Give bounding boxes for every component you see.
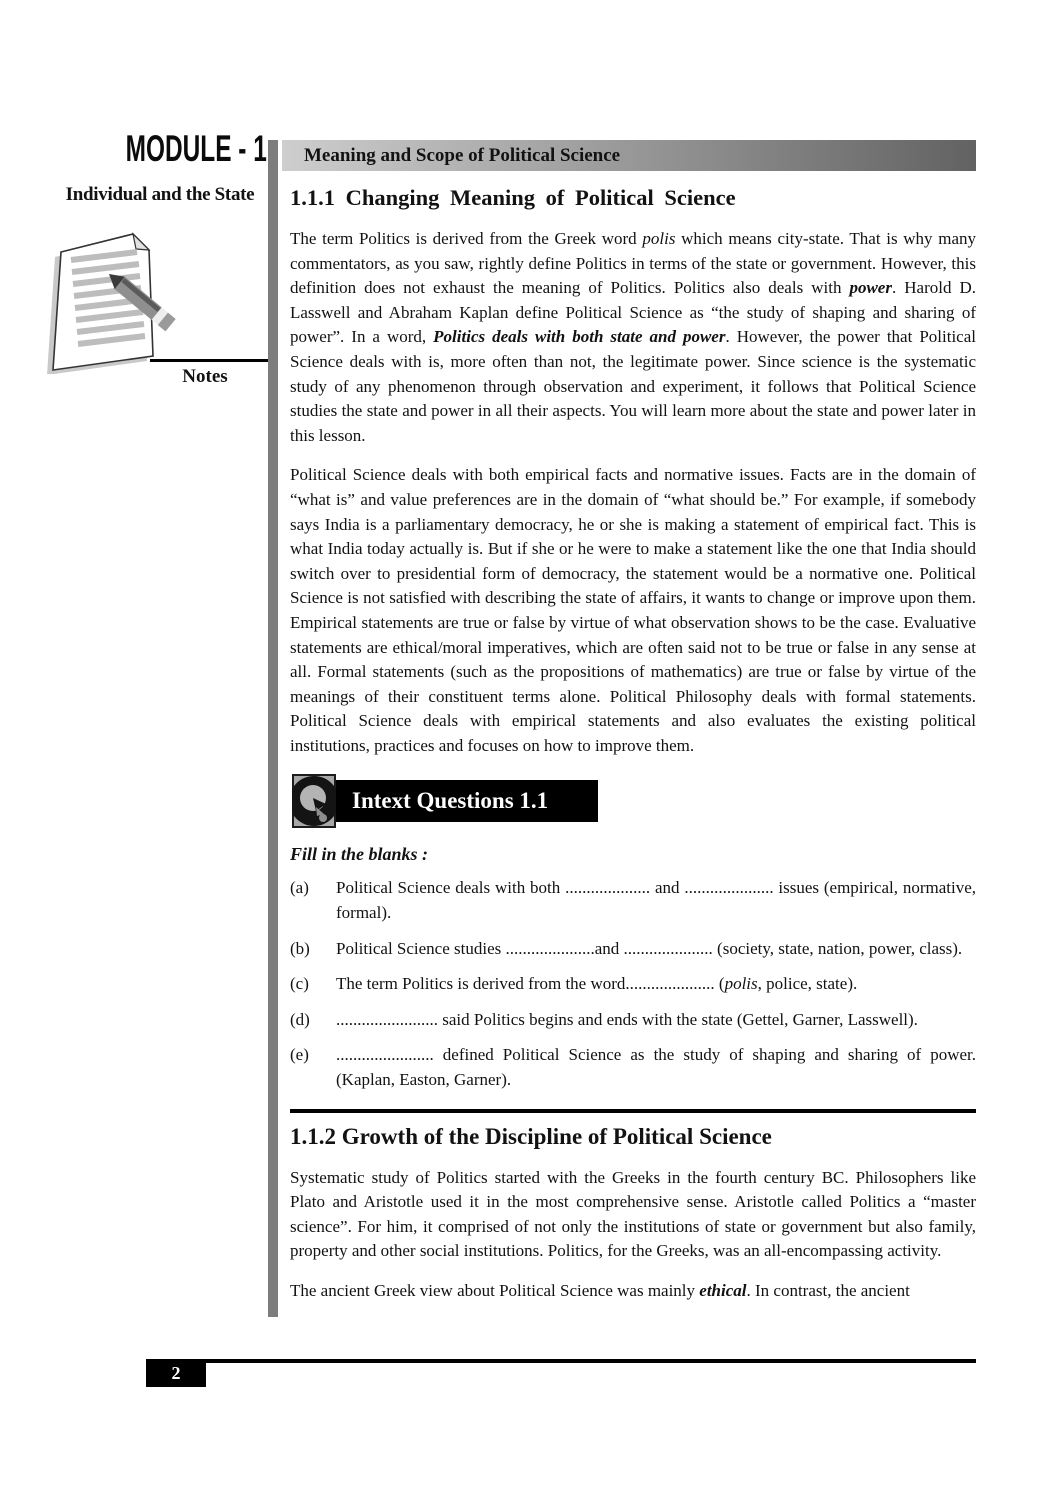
section-heading-1-1-2: 1.1.2 Growth of the Discipline of Political Science (290, 1123, 772, 1149)
section-heading-1-1-1: 1.1.1 Changing Meaning of Political Science (290, 185, 736, 210)
module-title: MODULE - 1 (125, 128, 267, 169)
question-item-c (290, 972, 976, 997)
notes-divider-line (150, 359, 278, 362)
fill-in-the-blanks-label: Fill in the blanks : (290, 844, 429, 865)
item-label: (a) (290, 878, 309, 898)
item-label: (c) (290, 974, 309, 994)
question-item-d (290, 1008, 976, 1033)
main-content-column (290, 170, 976, 1304)
notes-label: Notes (182, 366, 228, 387)
item-label: (d) (290, 1009, 310, 1029)
item-text: ........................ said Politics begins and ends with the state (Gettel, Garner, Lasswell). (336, 1009, 918, 1029)
paragraph-4: The ancient Greek view about Political Science was mainly ethical. In contrast, the ancient (290, 1281, 910, 1300)
item-text: ....................... defined Political Science as the study of shaping and sharing of power. (Kaplan, Easton, Garner). (336, 1045, 976, 1090)
footer-rule (146, 1359, 976, 1363)
paragraph-1: The term Politics is derived from the Greek word polis which means city-state. That is why many commentators, as you saw, rightly define Politics in terms of the state or government. However, this definition does not exhaust the meaning of Politics. Politics also deals with power. Harold D. Lasswell and Abraham Kaplan define Political Science as “the study of shaping and sharing of power”. In a word, Politics deals with both state and power. However, the power that Political Science deals with is, more often than not, the legitimate power. Since science is the systematic study of any phenomenon through observation and experiment, it follows that Political Science studies the state and power in all their aspects. You will learn more about the state and power later in this lesson. (290, 229, 977, 445)
module-subtitle: Individual and the State (65, 184, 255, 205)
section-divider-rule (290, 1109, 976, 1113)
paragraph-3: Systematic study of Politics started with the Greeks in the fourth century BC. Philosophers like Plato and Aristotle used it in the most comprehensive sense. Aristotle called Politics a “master science”. For him, it comprised of not only the institutions of state or government but also family, property and other social institutions. Politics, for the Greeks, was an all-encompassing activity. (290, 1167, 976, 1261)
question-circle-icon (292, 774, 336, 828)
paragraph-2: Political Science deals with both empirical facts and normative issues. Facts are in the domain of “what is” and value preferences are in the domain of “what should be.” For example, if somebody says India is a parliamentary democracy, he or she is making a statement of empirical fact. This is what India today actually is. But if she or he were to make a statement like the one that India should switch over to presidential form of democracy, the statement would be a normative one. Political Science is not satisfied with describing the state of affairs, it wants to change or improve upon them. Empirical statements are true or false by virtue of what observation shows to be the case. Evaluative statements are ethical/moral imperatives, which are often said not to be true or false in any sense at all. Formal statements (such as the propositions of mathematics) are true or false by virtue of the meanings of their constituent terms alone. Political Philosophy deals with formal statements. Political Science deals with empirical statements and also evaluates the existing political institutions, practices and focuses on how to improve them. (290, 465, 976, 755)
intext-questions-banner (290, 774, 976, 832)
paper-and-pencil-icon (33, 226, 185, 374)
page-number: 2 (146, 1359, 206, 1387)
vertical-divider-bar (268, 140, 278, 1317)
question-item-e (290, 1043, 976, 1092)
item-text: Political Science studies .....................and ..................... (society, state, nation, power, class). (336, 938, 963, 958)
item-text: The term Politics is derived from the word..................... (polis, police, state). (336, 974, 858, 994)
item-text: Political Science deals with both .................... and ..................... issues (empirical, normative, formal). (336, 878, 976, 923)
question-item-a (290, 876, 976, 925)
item-label: (e) (290, 1045, 309, 1065)
chapter-header-bar: Meaning and Scope of Political Science (282, 140, 976, 171)
question-item-b (290, 937, 976, 962)
intext-questions-title: Intext Questions 1.1 (336, 780, 598, 822)
item-label: (b) (290, 938, 310, 958)
